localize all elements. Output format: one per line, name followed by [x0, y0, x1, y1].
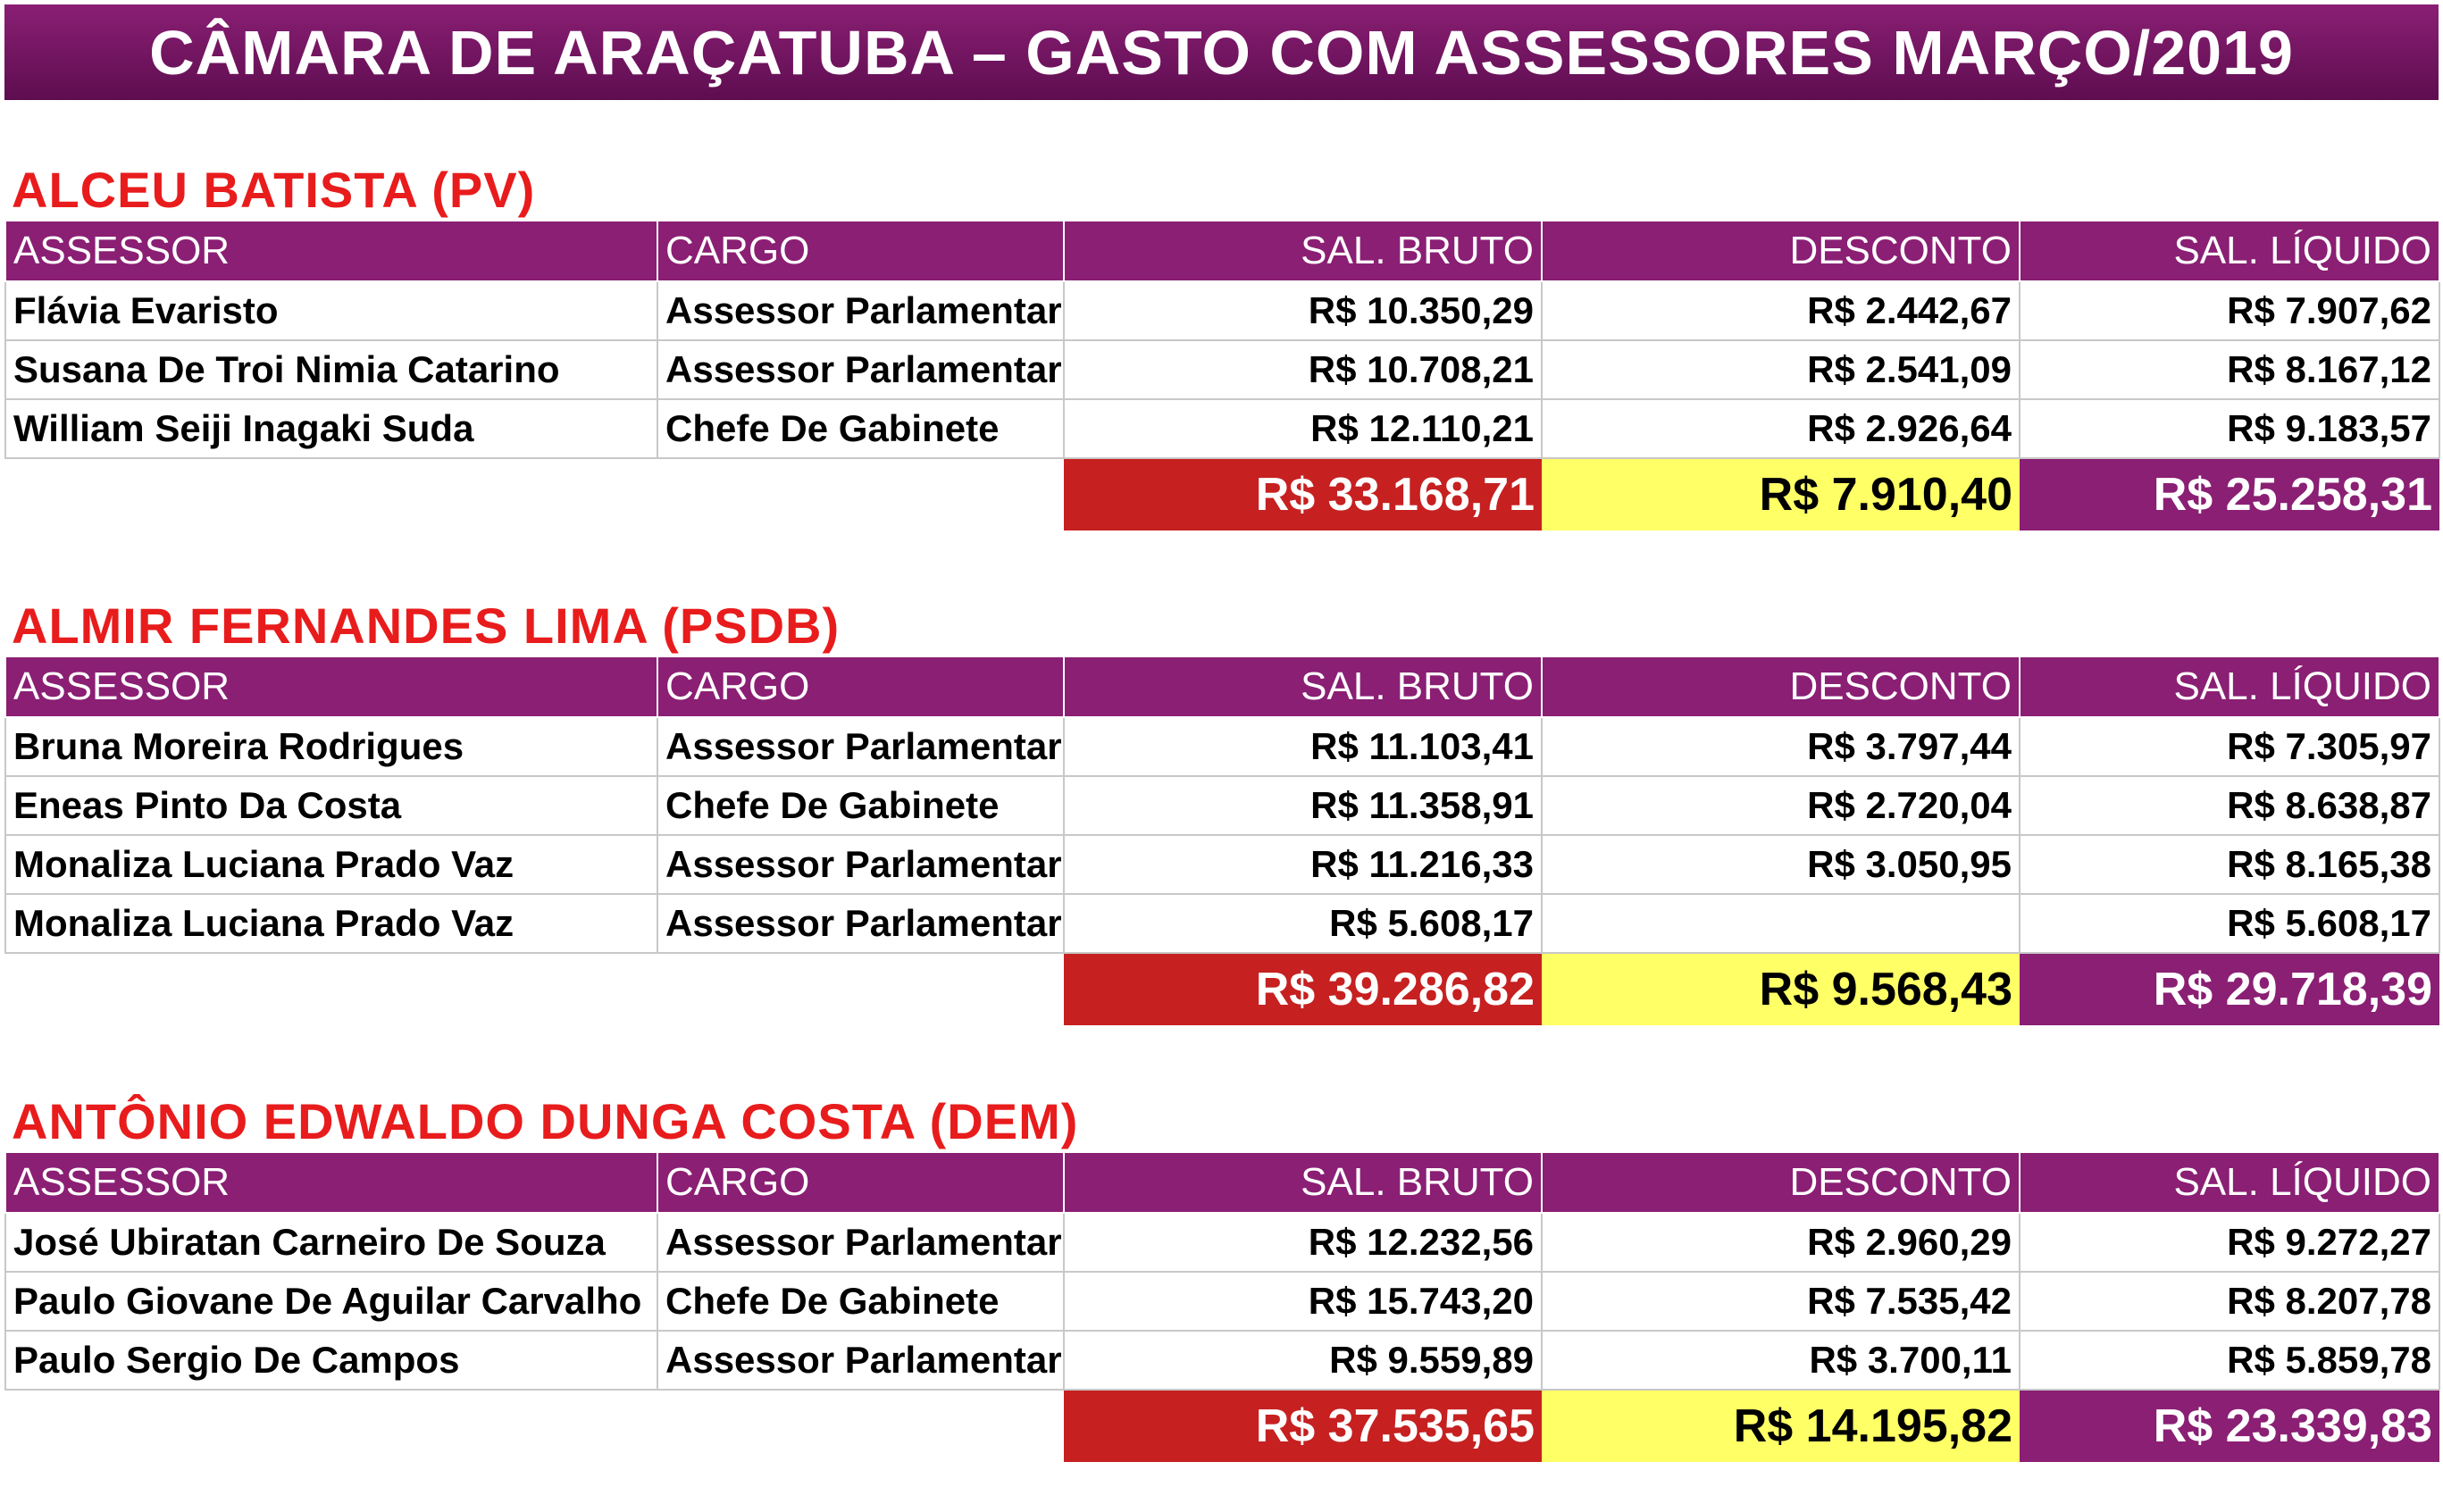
cell-liquido: R$ 5.608,17 — [2020, 894, 2439, 953]
total-liquido: R$ 23.339,83 — [2020, 1390, 2439, 1462]
cell-bruto: R$ 11.103,41 — [1064, 717, 1542, 776]
total-bruto: R$ 39.286,82 — [1064, 953, 1542, 1025]
cell-cargo: Chefe De Gabinete — [657, 776, 1064, 835]
cell-cargo: Assessor Parlamentar — [657, 1213, 1064, 1272]
table-row — [5, 776, 2439, 835]
cell-cargo: Assessor Parlamentar — [657, 1331, 1064, 1390]
total-liquido: R$ 29.718,39 — [2020, 953, 2439, 1025]
table-row — [5, 717, 2439, 776]
councilor-name: ALMIR FERNANDES LIMA (PSDB) — [12, 597, 841, 654]
totals-spacer — [5, 458, 1064, 530]
cell-desconto: R$ 2.442,67 — [1542, 281, 2020, 340]
header-bruto: SAL. BRUTO — [1064, 221, 1542, 281]
cell-cargo: Assessor Parlamentar — [657, 717, 1064, 776]
cell-bruto: R$ 11.358,91 — [1064, 776, 1542, 835]
cell-assessor: Susana De Troi Nimia Catarino — [5, 340, 657, 399]
section-alceu-batista — [4, 161, 2439, 530]
cell-liquido: R$ 7.907,62 — [2020, 281, 2439, 340]
table-row — [5, 281, 2439, 340]
cell-assessor: Monaliza Luciana Prado Vaz — [5, 835, 657, 894]
header-cargo: CARGO — [657, 1152, 1064, 1213]
header-bruto: SAL. BRUTO — [1064, 1152, 1542, 1213]
cell-desconto: R$ 2.926,64 — [1542, 399, 2020, 458]
cell-desconto: R$ 3.050,95 — [1542, 835, 2020, 894]
header-desconto: DESCONTO — [1542, 1152, 2020, 1213]
cell-assessor: Flávia Evaristo — [5, 281, 657, 340]
cell-bruto: R$ 5.608,17 — [1064, 894, 1542, 953]
cell-bruto: R$ 15.743,20 — [1064, 1272, 1542, 1331]
cell-liquido: R$ 5.859,78 — [2020, 1331, 2439, 1390]
section-antonio-edwaldo-dunga-costa — [4, 1092, 2439, 1462]
header-bruto: SAL. BRUTO — [1064, 656, 1542, 717]
totals-spacer — [5, 1390, 1064, 1462]
cell-assessor: Bruna Moreira Rodrigues — [5, 717, 657, 776]
header-cargo: CARGO — [657, 656, 1064, 717]
cell-desconto: R$ 3.700,11 — [1542, 1331, 2020, 1390]
cell-bruto: R$ 11.216,33 — [1064, 835, 1542, 894]
cell-assessor: William Seiji Inagaki Suda — [5, 399, 657, 458]
header-assessor: ASSESSOR — [5, 221, 657, 281]
cell-assessor: José Ubiratan Carneiro De Souza — [5, 1213, 657, 1272]
cell-bruto: R$ 10.350,29 — [1064, 281, 1542, 340]
councilor-name: ANTÔNIO EDWALDO DUNGA COSTA (DEM) — [12, 1093, 1079, 1149]
table-header — [5, 1152, 2439, 1213]
totals-row — [5, 953, 2439, 1025]
table-row — [5, 894, 2439, 953]
cell-desconto: R$ 2.541,09 — [1542, 340, 2020, 399]
totals-row — [5, 458, 2439, 530]
total-desconto: R$ 9.568,43 — [1542, 953, 2020, 1025]
total-desconto: R$ 14.195,82 — [1542, 1390, 2020, 1462]
cell-cargo: Assessor Parlamentar — [657, 894, 1064, 953]
cell-liquido: R$ 9.183,57 — [2020, 399, 2439, 458]
table-row — [5, 835, 2439, 894]
header-desconto: DESCONTO — [1542, 656, 2020, 717]
cell-cargo: Chefe De Gabinete — [657, 399, 1064, 458]
cell-desconto: R$ 2.720,04 — [1542, 776, 2020, 835]
cell-cargo: Chefe De Gabinete — [657, 1272, 1064, 1331]
cell-bruto: R$ 12.110,21 — [1064, 399, 1542, 458]
total-desconto: R$ 7.910,40 — [1542, 458, 2020, 530]
page-title: CÂMARA DE ARAÇATUBA – GASTO COM ASSESSORES MARÇO/2019 — [4, 4, 2439, 100]
cell-cargo: Assessor Parlamentar — [657, 281, 1064, 340]
header-assessor: ASSESSOR — [5, 656, 657, 717]
table-row — [5, 340, 2439, 399]
table-header — [5, 656, 2439, 717]
cell-assessor: Paulo Sergio De Campos — [5, 1331, 657, 1390]
totals-spacer — [5, 953, 1064, 1025]
header-assessor: ASSESSOR — [5, 1152, 657, 1213]
table-row — [5, 1213, 2439, 1272]
cell-desconto: R$ 7.535,42 — [1542, 1272, 2020, 1331]
header-liquido: SAL. LÍQUIDO — [2020, 1152, 2439, 1213]
total-liquido: R$ 25.258,31 — [2020, 458, 2439, 530]
cell-liquido: R$ 9.272,27 — [2020, 1213, 2439, 1272]
cell-liquido: R$ 8.207,78 — [2020, 1272, 2439, 1331]
total-bruto: R$ 37.535,65 — [1064, 1390, 1542, 1462]
cell-desconto: R$ 2.960,29 — [1542, 1213, 2020, 1272]
section-almir-fernandes-lima — [4, 597, 2439, 1025]
cell-assessor: Paulo Giovane De Aguilar Carvalho — [5, 1272, 657, 1331]
cell-liquido: R$ 8.165,38 — [2020, 835, 2439, 894]
cell-desconto: R$ 3.797,44 — [1542, 717, 2020, 776]
assessor-table — [4, 1151, 2440, 1462]
cell-assessor: Monaliza Luciana Prado Vaz — [5, 894, 657, 953]
assessor-table — [4, 220, 2440, 530]
cell-bruto: R$ 10.708,21 — [1064, 340, 1542, 399]
assessor-table — [4, 656, 2440, 1025]
councilor-name: ALCEU BATISTA (PV) — [12, 162, 536, 218]
header-liquido: SAL. LÍQUIDO — [2020, 221, 2439, 281]
cell-cargo: Assessor Parlamentar — [657, 340, 1064, 399]
header-cargo: CARGO — [657, 221, 1064, 281]
totals-row — [5, 1390, 2439, 1462]
cell-cargo: Assessor Parlamentar — [657, 835, 1064, 894]
cell-assessor: Eneas Pinto Da Costa — [5, 776, 657, 835]
table-row — [5, 399, 2439, 458]
table-header — [5, 221, 2439, 281]
table-row — [5, 1272, 2439, 1331]
total-bruto: R$ 33.168,71 — [1064, 458, 1542, 530]
header-liquido: SAL. LÍQUIDO — [2020, 656, 2439, 717]
cell-bruto: R$ 9.559,89 — [1064, 1331, 1542, 1390]
cell-desconto — [1542, 894, 2020, 953]
header-desconto: DESCONTO — [1542, 221, 2020, 281]
cell-bruto: R$ 12.232,56 — [1064, 1213, 1542, 1272]
table-row — [5, 1331, 2439, 1390]
cell-liquido: R$ 8.638,87 — [2020, 776, 2439, 835]
cell-liquido: R$ 8.167,12 — [2020, 340, 2439, 399]
cell-liquido: R$ 7.305,97 — [2020, 717, 2439, 776]
